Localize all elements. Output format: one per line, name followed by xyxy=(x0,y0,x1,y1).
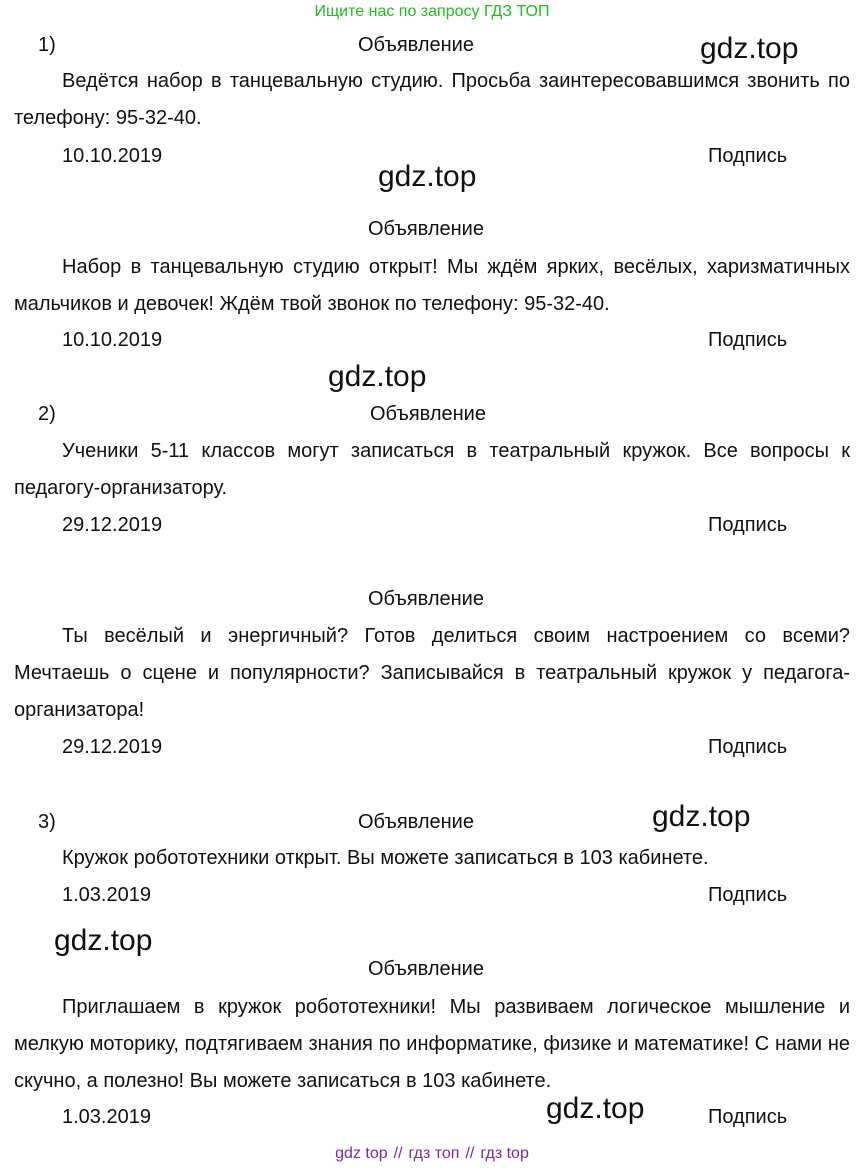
notice-title: Объявление xyxy=(368,218,484,240)
notice-title: Объявление xyxy=(358,34,474,56)
search-banner[interactable]: Ищите нас по запросу ГДЗ ТОП xyxy=(314,3,550,20)
footer-separator: // xyxy=(393,1145,403,1162)
notice-text: Ученики 5-11 классов могут записаться в театральный кружок. Все вопросы к педагогу-организатору. xyxy=(14,440,850,499)
notice-title: Объявление xyxy=(358,811,474,833)
section-number-1: 1) xyxy=(38,34,56,56)
watermark: gdz.top xyxy=(546,1092,645,1125)
section-number-2: 2) xyxy=(38,403,56,425)
notice-date: 29.12.2019 xyxy=(62,514,163,536)
watermark: gdz.top xyxy=(54,924,153,957)
section-number-3: 3) xyxy=(38,811,56,833)
footer-link-gdz-top[interactable]: gdz top xyxy=(335,1145,388,1162)
watermark: gdz.top xyxy=(700,32,799,65)
footer-separator: // xyxy=(465,1145,475,1162)
footer-link-gdz-top-ru[interactable]: гдз топ xyxy=(408,1145,460,1162)
watermark: gdz.top xyxy=(328,360,427,393)
notice-signature: Подпись xyxy=(708,884,788,906)
notice-title: Объявление xyxy=(370,403,486,425)
notice-date: 10.10.2019 xyxy=(62,329,163,351)
watermark: gdz.top xyxy=(652,800,751,833)
notice-date: 1.03.2019 xyxy=(62,884,151,906)
notice-signature: Подпись xyxy=(708,329,788,351)
notice-date: 10.10.2019 xyxy=(62,145,163,167)
notice-signature: Подпись xyxy=(708,736,788,758)
notice-signature: Подпись xyxy=(708,145,788,167)
notice-date: 1.03.2019 xyxy=(62,1106,151,1128)
footer-link-gdz-top-mixed[interactable]: гдз top xyxy=(480,1145,529,1162)
notice-signature: Подпись xyxy=(708,1106,788,1128)
notice-text: Набор в танцевальную студию открыт! Мы ждём ярких, весёлых, харизматичных мальчиков и девочек! Ждём твой звонок по телефону: 95-32-40. xyxy=(14,256,850,315)
notice-title: Объявление xyxy=(368,588,484,610)
notice-text: Приглашаем в кружок робототехники! Мы развиваем логическое мышление и мелкую моторику, подтягиваем знания по информатике, физике и математике! С нами не скучно, а полезно! Вы можете записаться в 103 кабинете. xyxy=(14,996,850,1092)
notice-text: Ты весёлый и энергичный? Готов делиться своим настроением со всеми? Мечтаешь о сцене и популярности? Записывайся в театральный кружок у педагога-организатора! xyxy=(14,625,850,721)
watermark: gdz.top xyxy=(378,160,477,193)
footer-links xyxy=(0,1145,864,1163)
notice-signature: Подпись xyxy=(708,514,788,536)
notice-text: Кружок робототехники открыт. Вы можете записаться в 103 кабинете. xyxy=(62,847,709,869)
notice-text: Ведётся набор в танцевальную студию. Просьба заинтересовавшимся звонить по телефону: 95-32-40. xyxy=(14,70,850,129)
notice-date: 29.12.2019 xyxy=(62,736,163,758)
notice-title: Объявление xyxy=(368,958,484,980)
